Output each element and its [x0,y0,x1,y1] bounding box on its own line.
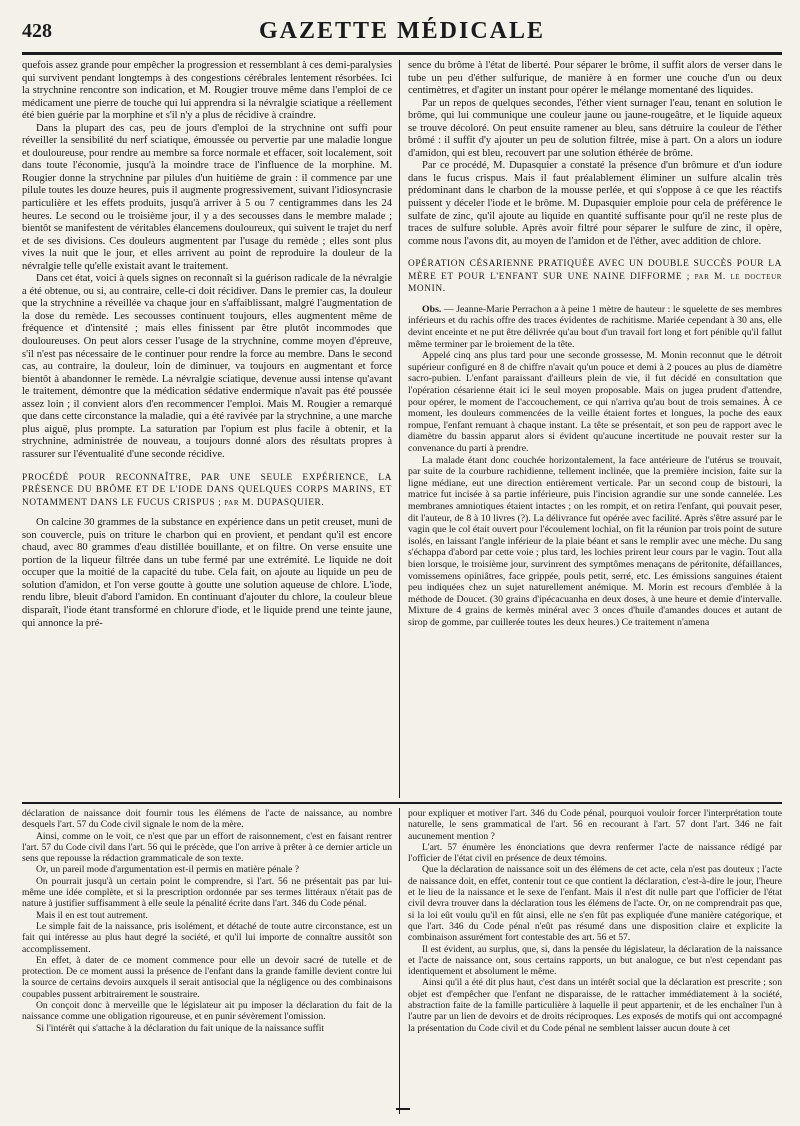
page-header [22,16,782,56]
column-divider [399,60,400,798]
paragraph: On calcine 30 grammes de la substance en expérience dans un petit creuset, muni de son couvercle, puis on triture le charbon qui en provient, et pendant qu'il est encore chaud, avec 80 grammes d'eau distillée bouillante, et on filtre. On verse ensuite une portion de la liqueur filtrée dans un tube fermé par une extrémité. Le liquide ne doit occuper que la moitié de la capacité du tube. Cela fait, on ajoute au liquide un peu de solution d'amidon, et l'on verse goutte à goutte une solution aqueuse de chlore. L'iode, rendu libre, bleuit d'abord l'amidon. En continuant d'ajouter du chlore, la couleur bleue disparaît, l'iode étant transformé en chlorure d'iode, et le liquide prend une teinte jaune, qui annonce la pré- [22,517,392,629]
header-rule [22,52,782,55]
section-heading-cesarienne: OPÉRATION CÉSARIENNE PRATIQUÉE AVEC UN DOUBLE SUCCÈS POUR LA MÈRE ET POUR L'ENFANT SUR UNE NAINE DIFFORME ; par M. le docteur MONIN. [408,259,782,295]
paragraph: On pourrait jusqu'à un certain point le comprendre, si l'art. 56 ne présentait pas par lui-même une idée complète, et si la prescription ordonnée par ses termes littéraux n'était pas de nature à justifier suffisamment à elle seule la pénalité écrite dans l'art. 346 du Code pénal. [22,875,392,910]
paragraph: quefois assez grande pour empêcher la progression et ressemblant à ces demi-paralysies qui survivent pendant longtemps à des congestions cérébrales lentement résorbées. Ici la strychnine rencontre son indication, et M. Rougier trouve même dans l'emploi de ce médicament une pierre de touche qui lui apprendra si la névralgie sciatique a réellement été bien guérie par la morphine et s'il n'y a plus de récidive à craindre. [22,60,392,122]
paragraph: pour expliquer et motiver l'art. 346 du Code pénal, pourquoi vouloir forcer l'interprétation toute naturelle, le sens grammatical de l'art. 56 en recourant à l'art. 57 dont l'art. 346 ne fait aucunement mention ? [408,808,782,842]
paragraph: Que la déclaration de naissance soit un des élémens de cet acte, cela n'est pas douteux ; l'acte de naissance doit, en effet, contenir tout ce que contient la déclaration, c'est-à-dire le jour, l'heure et le lieu de la naissance et le sexe de l'enfant. Mais il n'est dit nulle part que l'officier de l'état civil devra trouver dans la déclaration tous les élémens de l'acte. Or, on ne comprendrait pas que, si la loi eût voulu qu'il en fût ainsi, elle ne s'en fût pas expliquée d'une manière catégorique, et que l'art. 346 du Code pénal n'eût pas résumé dans une disposition claire et explicite la combinaison assurément fort contestable des art. 56 et 57. [408,864,782,944]
case-paragraph: Appelé cinq ans plus tard pour une seconde grossesse, M. Monin reconnut que le détroit supérieur configuré en 8 de chiffre n'avait qu'un pouce et demi à 2 pouces au plus de diamètre sacro-pubien. L'enfant paraissant d'ailleurs plein de vie, il fut décidé en consultation que l'opération césarienne était ici le seul moyen proposable. Mais on jugea prudent d'attendre, pour opérer, le moment de l'accouchement, ce qui n'arriva qu'au bout de trois semaines. À ce moment, les douleurs commencées de la veille étaient fortes et longues, la poche des eaux rompue, l'enfant remuant à chaque instant. La tête se présentait, et son peu de rapport avec le diamètre du bassin apparut alors si évident qu'aucune incertitude ne pouvait rester sur la convenance du parti à prendre. [408,350,782,454]
lower-right-column [408,808,782,1114]
footer-mark [396,1108,410,1110]
lower-left-column [22,808,392,1114]
paragraph: En effet, à dater de ce moment commence pour elle un devoir sacré de tutelle et de protection. De ce moment aussi la présence de l'enfant dans la grande famille devient contre lui la source de certains devoirs auxquels il serait antisocial que la négligence ou des combinaisons coupables pussent arbitrairement le soustraire. [22,954,392,1000]
paragraph: Dans cet état, voici à quels signes on reconnaît si la guérison radicale de la névralgie a été obtenue, ou si, au contraire, celle-ci doit récidiver. Dans le premier cas, la douleur que la strychnine a réveillée va chaque jour en s'affaiblissant, malgré l'augmentation de la dose du remède. Les secousses continuent toujours, elles augmentent même de fréquence et d'intensité ; mais elles finissent par être plutôt incommodes que douloureuses. On peut alors cesser l'usage de la strychnine, comme moyen d'épreuve, s'il n'est pas nécessaire de le continuer pour rendre la force au membre. Dans le second cas, au contraire, la douleur, loin de diminuer, va toujours en augmentant et force bientôt à abandonner le remède. La névralgie sciatique, devenue aussi intense qu'avant le traitement, démontre que la médication sédative endermique n'avait pas été poussée assez loin ; il convient alors d'en recommencer l'emploi. Mais M. Rougier a remarqué que dans cette circonstance la maladie, qui a été ravivée par la strychnine, a une marche plus aiguë, plus prompte. La saturation par l'opium est plus facile à obtenir, et la strychnine, administrée de nouveau, a toujours donné alors des résultats propres à rassurer sur l'éventualité d'une seconde récidive. [22,273,392,460]
paragraph: sence du brôme à l'état de liberté. Pour séparer le brôme, il suffit alors de verser dans le tube un peu d'éther sulfurique, de manière à en former une couche d'un ou deux centimètres, et d'agiter un instant pour opérer le mélange momentané des liquides. [408,60,782,97]
paragraph: Ainsi, comme on le voit, ce n'est que par un effort de raisonnement, c'est en faisant rentrer l'art. 57 du Code civil dans l'art. 56 qui le précède, que l'on arrive à prêter à ce dernier article un sens que repousse la rédaction grammaticale de son texte. [22,830,392,865]
column-divider [399,808,400,1114]
paragraph: Il est évident, au surplus, que, si, dans la pensée du législateur, la déclaration de la naissance et l'acte de naissance ont, sous certains rapports, un but analogue, ce but n'est cependant pas identiquement et absolument le même. [408,943,782,978]
upper-left-column [22,60,392,798]
paragraph: Ainsi qu'il a été dit plus haut, c'est dans un intérêt social que la déclaration est prescrite ; son objet est d'empêcher que l'enfant ne disparaisse, de le rattacher immédiatement à la société, abstraction faite de la famille particulière à laquelle il peut appartenir, et de les enchaîner l'un à l'autre par un lien de devoirs et de droits réciproques. Les exposés de motifs qui ont accompagné la présentation du Code civil et du Code pénal ne semblent laisser aucun doute à cet [408,977,782,1034]
obs-label: Obs. [422,303,442,315]
paragraph: Dans la plupart des cas, peu de jours d'emploi de la strychnine ont suffi pour réveiller la sensibilité du nerf sciatique, émoussée ou pervertie par une maladie longue et douloureuse, pour rendre au membre sa force normale et effacer, soit localement, soit dans toute l'économie, jusqu'à la moindre trace de l'influence de la morphine. M. Rougier donne la strychnine par pilules d'un huitième de grain : il commence par une pilule toutes les douze heures, puis il augmente progressivement, suivant l'idiosyncrasie particulière et les effets produits, jusqu'à arriver à 5 ou 7 centigrammes dans les 24 heures. Le second ou le troisième jour, il y a des secousses dans le membre malade ; bientôt se manifestent de véritables élancemens douloureux, qui suivent le trajet du nerf et de ses divisions. Ces douleurs augmentent par l'usage du remède ; elles sont plus vives la nuit que le jour, et elles arrivent au point de reproduire la douleur de la névralgie telle qu'elle existait avant le traitement. [22,122,392,272]
section-heading-brome: PROCÉDÉ POUR RECONNAÎTRE, PAR UNE SEULE EXPÉRIENCE, LA PRÉSENCE DU BRÔME ET DE L'IODE DANS QUELQUES CORPS MARINS, ET NOTAMMENT DANS LE FUCUS CRISPUS ; par M. DUPASQUIER. [22,472,392,508]
paragraph: Par un repos de quelques secondes, l'éther vient surnager l'eau, tenant en solution le brôme, qui lui communique une couleur jaune ou jaune-rougeâtre, et le liquide aqueux se trouve décoloré. On peut ensuite ramener au bleu, sans détruire la couleur de l'éther brômé : il suffit d'y ajouter un peu de solution filtrée, mise à part. On a alors un iodure d'amidon, qui est bleu, recouvert par une solution éthérée de brôme. [408,97,782,159]
paragraph: On conçoit donc à merveille que le législateur ait pu imposer la déclaration du fait de la naissance comme une obligation rigoureuse, et en punir sévèrement l'omission. [22,1000,392,1023]
case-paragraph [408,304,782,350]
paragraph: Mais il en est tout autrement. [36,909,148,921]
paragraph: déclaration de naissance doit fournir tous les élémens de l'acte de naissance, au nombre desquels l'art. 57 du Code civil signale le nom de la mère. [22,808,392,831]
journal-title: GAZETTE MÉDICALE [258,18,546,44]
upper-right-column [408,60,782,798]
section-rule [22,802,782,804]
paragraph: Par ce procédé, M. Dupasquier a constaté la présence d'un brômure et d'un iodure dans le fucus crispus. Mais il faut préalablement éliminer un sulfure alcalin très prédominant dans le charbon de la mousse perlée, et qui s'oppose à ce que les réactifs puissent y déceler l'iode et le brôme. M. Dupasquier emploie pour cela de préférence le sulfate de zinc, qu'il ajoute au liquide en quantité suffisante pour qu'il ne reste plus de traces de sulfure soluble. Après avoir filtré pour séparer le sulfure de zinc, il opère, comme nous l'avons dit, au moyen de l'amidon et de l'éther, avec addition de chlore. [408,160,782,247]
paragraph: Si l'intérêt qui s'attache à la déclaration du fait unique de la naissance suffit [36,1022,325,1034]
case-paragraph: La malade étant donc couchée horizontalement, la face antérieure de l'utérus se trouvait, par suite de la courbure rachidienne, tellement inclinée, que la première incision, faite sur la ligne médiane, eut une direction entièrement verticale. Par un second coup de bistouri, la matrice fut incisée à sa partie inférieure, puis l'incision agrandie sur une sonde cannelée. Les membranes amniotiques étaient intactes ; on les rompit, et on retira l'enfant, qui pouvait peser, dit l'auteur, de 8 à 10 livres (?). La délivrance fut opérée avec facilité. Après s'être assuré par le vagin que le col était ouvert pour l'écoulement lochial, on fit la réunion par trois point de suture isolés, en laissant l'angle inférieur de la plaie béant et sans le remplir avec une mèche. Du sang s'échappa d'abord par cette voie ; plus tard, les lochies prirent leur cours par le vagin. Tout alla bien lorsque, le troisième jour, survinrent des symptômes menaçans de péritonite, défaillances, vomissemens opiniâtres, face grippée, pouls petit, serré, etc. Les émissions sanguines étaient peu indiquées chez un sujet naturellement anémique. M. Morin est recours d'emblée à la méthode de Doucet. (30 grains d'ipécacuanha en deux doses, à une heure et demie d'intervalle. Mixture de 4 grains de kermès minéral avec 3 onces d'huile d'amandes douces et autant de sirop de gomme, par cuillerée toutes les deux heures.) Ce traitement n'amena [408,454,782,628]
page-number: 428 [22,20,52,42]
paragraph: L'art. 57 énumère les énonciations que devra renfermer l'acte de naissance rédigé par l'officier de l'état civil en présence de deux témoins. [408,841,782,865]
paragraph: Le simple fait de la naissance, pris isolément, et détaché de toute autre circonstance, est un fait qui intéresse au plus haut degré la société, et qu'il lui importe de connaître aussitôt son accomplissement. [22,920,392,955]
paragraph: Or, un pareil mode d'argumentation est-il permis en matière pénale ? [36,864,300,876]
case-text: — Jeanne-Marie Perrachon a à peine 1 mètre de hauteur : le squelette de ses membres inférieurs et du rachis offre des traces évidentes de rachitisme. Mariée cependant à 30 ans, elle devint enceinte et ne put être délivrée qu'au bout d'un travail fort long et fort pénible qu'il fallut même terminer par le broiement de la tête. [408,303,782,350]
